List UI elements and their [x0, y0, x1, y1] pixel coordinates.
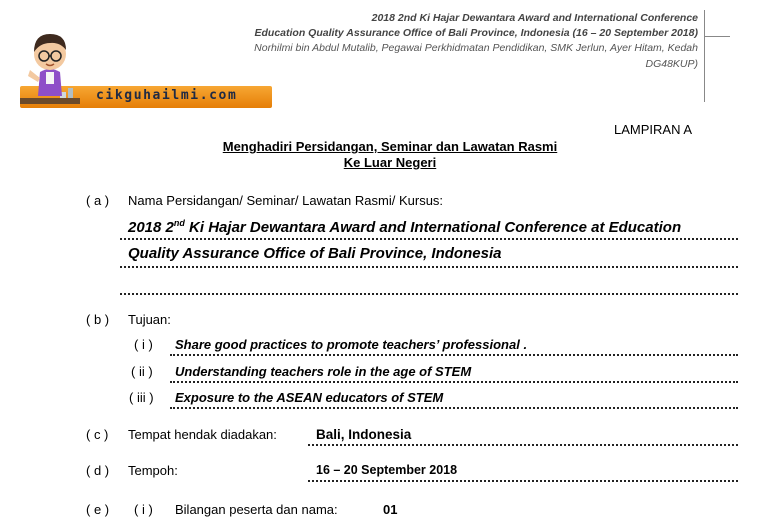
venue-dotted-line	[308, 444, 738, 446]
objective-dotted-line	[170, 381, 738, 383]
objective-marker-i: ( i )	[134, 337, 153, 352]
header-organizer: Education Quality Assurance Office of Bali Province, Indonesia (16 – 20 September 2018)	[254, 27, 698, 39]
objective-marker-ii: ( ii )	[131, 364, 153, 379]
document-title-line2: Ke Luar Negeri	[343, 155, 437, 170]
section-a-dotted-line-1	[120, 238, 738, 240]
header-author: Norhilmi bin Abdul Mutalib, Pegawai Perkhidmatan Pendidikan, SMK Jerlun, Ayer Hitam, Kedah	[254, 42, 698, 54]
duration-value: 16 – 20 September 2018	[316, 463, 458, 477]
section-a-marker: ( a )	[86, 193, 110, 208]
header-conference-title: 2018 2nd Ki Hajar Dewantara Award and International Conference	[371, 12, 698, 24]
attachment-label: LAMPIRAN A	[614, 122, 693, 137]
section-b-marker: ( b )	[86, 312, 110, 327]
objective-item: Share good practices to promote teachers’ professional .	[175, 337, 528, 352]
section-a-dotted-line-3	[120, 293, 738, 295]
section-b-label: Tujuan:	[128, 312, 171, 327]
venue-value: Bali, Indonesia	[316, 427, 412, 442]
header-author-cont: DG48KUP)	[645, 58, 698, 70]
section-d-marker: ( d )	[86, 463, 110, 478]
header-divider-vertical	[704, 10, 705, 102]
section-d-label: Tempoh:	[128, 463, 178, 478]
objective-marker-iii: ( iii )	[129, 390, 154, 405]
document-title: Menghadiri Persidangan, Seminar dan Lawatan Rasmi	[222, 139, 558, 154]
objective-item: Exposure to the ASEAN educators of STEM	[175, 390, 444, 405]
objective-dotted-line	[170, 407, 738, 409]
objective-dotted-line	[170, 354, 738, 356]
logo-text: cikguhailmi.com	[96, 88, 238, 103]
section-c-marker: ( c )	[86, 427, 109, 442]
section-e-marker: ( e )	[86, 502, 110, 517]
section-a-dotted-line-2	[120, 266, 738, 268]
section-a-value-line2: Quality Assurance Office of Bali Province, Indonesia	[128, 245, 502, 262]
section-e-sub-marker: ( i )	[134, 502, 153, 517]
participant-count-value: 01	[383, 502, 398, 517]
header-divider-horizontal	[705, 36, 730, 37]
duration-dotted-line	[308, 480, 738, 482]
objective-item: Understanding teachers role in the age of STEM	[175, 364, 472, 379]
section-c-label: Tempat hendak diadakan:	[128, 427, 277, 442]
section-a-label: Nama Persidangan/ Seminar/ Lawatan Rasmi/ Kursus:	[128, 193, 444, 208]
section-a-value-line1: 2018 2nd Ki Hajar Dewantara Award and International Conference at Education	[128, 218, 682, 236]
section-e-label: Bilangan peserta dan nama:	[175, 502, 338, 517]
